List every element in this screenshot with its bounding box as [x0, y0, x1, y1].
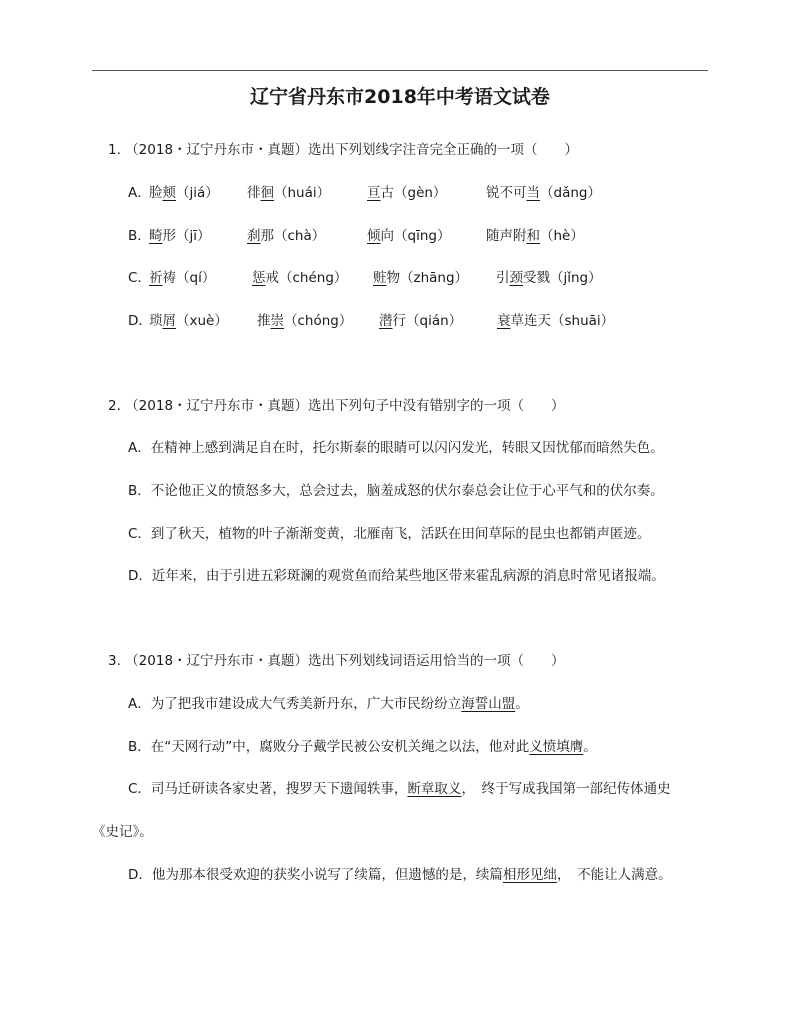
- q1-option-b-item-2: 刹那（chà）: [247, 228, 326, 244]
- document-title: 辽宁省丹东市2018年中考语文试卷: [250, 86, 550, 108]
- q3-option-c-continuation: 《史记》。: [92, 824, 153, 840]
- q1-option-a-item-3: 亘古（gèn）: [367, 185, 447, 201]
- q3-option-c: C．司马迁研读各家史著，搜罗天下遗闻轶事，断章取义， 终于写成我国第一部纪传体通史: [128, 781, 671, 797]
- q1-option-c-item-1: 祈祷（qí）: [149, 270, 216, 286]
- q1-option-a-letter: A．: [128, 185, 151, 201]
- q1-option-c-item-4: 引颈受戮（jǐng）: [496, 270, 602, 286]
- q1-option-a-item-2: 徘徊（huái）: [247, 185, 331, 201]
- q1-option-d-item-1: 琐屑（xuè）: [149, 313, 228, 329]
- q2-option-c: C．到了秋天，植物的叶子渐渐变黄，北雁南飞，活跃在田间草际的昆虫也都销声匿迹。: [128, 526, 651, 542]
- q1-option-c-item-2: 惩戒（chéng）: [252, 270, 348, 286]
- q2-option-a: A．在精神上感到满足自在时，托尔斯泰的眼睛可以闪闪发光，转眼又因忧郁而暗然失色。: [128, 440, 664, 456]
- q3-option-b: B．在“天网行动”中，腐败分子戴学民被公安机关绳之以法，他对此义愤填膺。: [128, 739, 597, 755]
- q2-option-d: D．近年来，由于引进五彩斑澜的观赏鱼而给某些地区带来霍乱病源的消息时常见诸报端。: [128, 568, 665, 584]
- question-3-stem: 3. （2018・辽宁丹东市・真题）选出下列划线词语运用恰当的一项（ ）: [108, 653, 565, 669]
- q1-option-a-item-4: 锐不可当（dǎng）: [486, 185, 601, 201]
- q1-option-d-item-3: 潜行（qián）: [379, 313, 463, 329]
- q1-option-b-item-1: 畸形（jī）: [149, 228, 211, 244]
- q1-option-c-item-3: 赃物（zhāng）: [373, 270, 469, 286]
- q1-option-c-letter: C．: [128, 270, 151, 286]
- question-2-stem: 2. （2018・辽宁丹东市・真题）选出下列句子中没有错别字的一项（ ）: [108, 398, 565, 414]
- q1-option-b-letter: B．: [128, 228, 151, 244]
- q1-option-a-item-1: 脸颊（jiá）: [149, 185, 219, 201]
- q2-option-b: B．不论他正义的愤怒多大，总会过去，脑羞成怒的伏尔泰总会让位于心平气和的伏尔奏。: [128, 483, 664, 499]
- q1-option-d-letter: D．: [128, 313, 152, 329]
- top-rule: [92, 70, 708, 71]
- q1-option-b-item-4: 随声附和（hè）: [486, 228, 584, 244]
- q1-option-d-item-2: 推崇（chóng）: [257, 313, 353, 329]
- q1-option-b-item-3: 倾向（qīng）: [367, 228, 451, 244]
- q3-option-a: A．为了把我市建设成大气秀美新丹东，广大市民纷纷立海誓山盟。: [128, 696, 529, 712]
- q3-option-d: D．他为那本很受欢迎的获奖小说写了续篇，但遗憾的是，续篇相形见绌， 不能让人满意。: [128, 867, 672, 883]
- q1-option-d-item-4: 衰草连天（shuāi）: [497, 313, 615, 329]
- question-1-stem: 1. （2018・辽宁丹东市・真题）选出下列划线字注音完全正确的一项（ ）: [108, 142, 579, 158]
